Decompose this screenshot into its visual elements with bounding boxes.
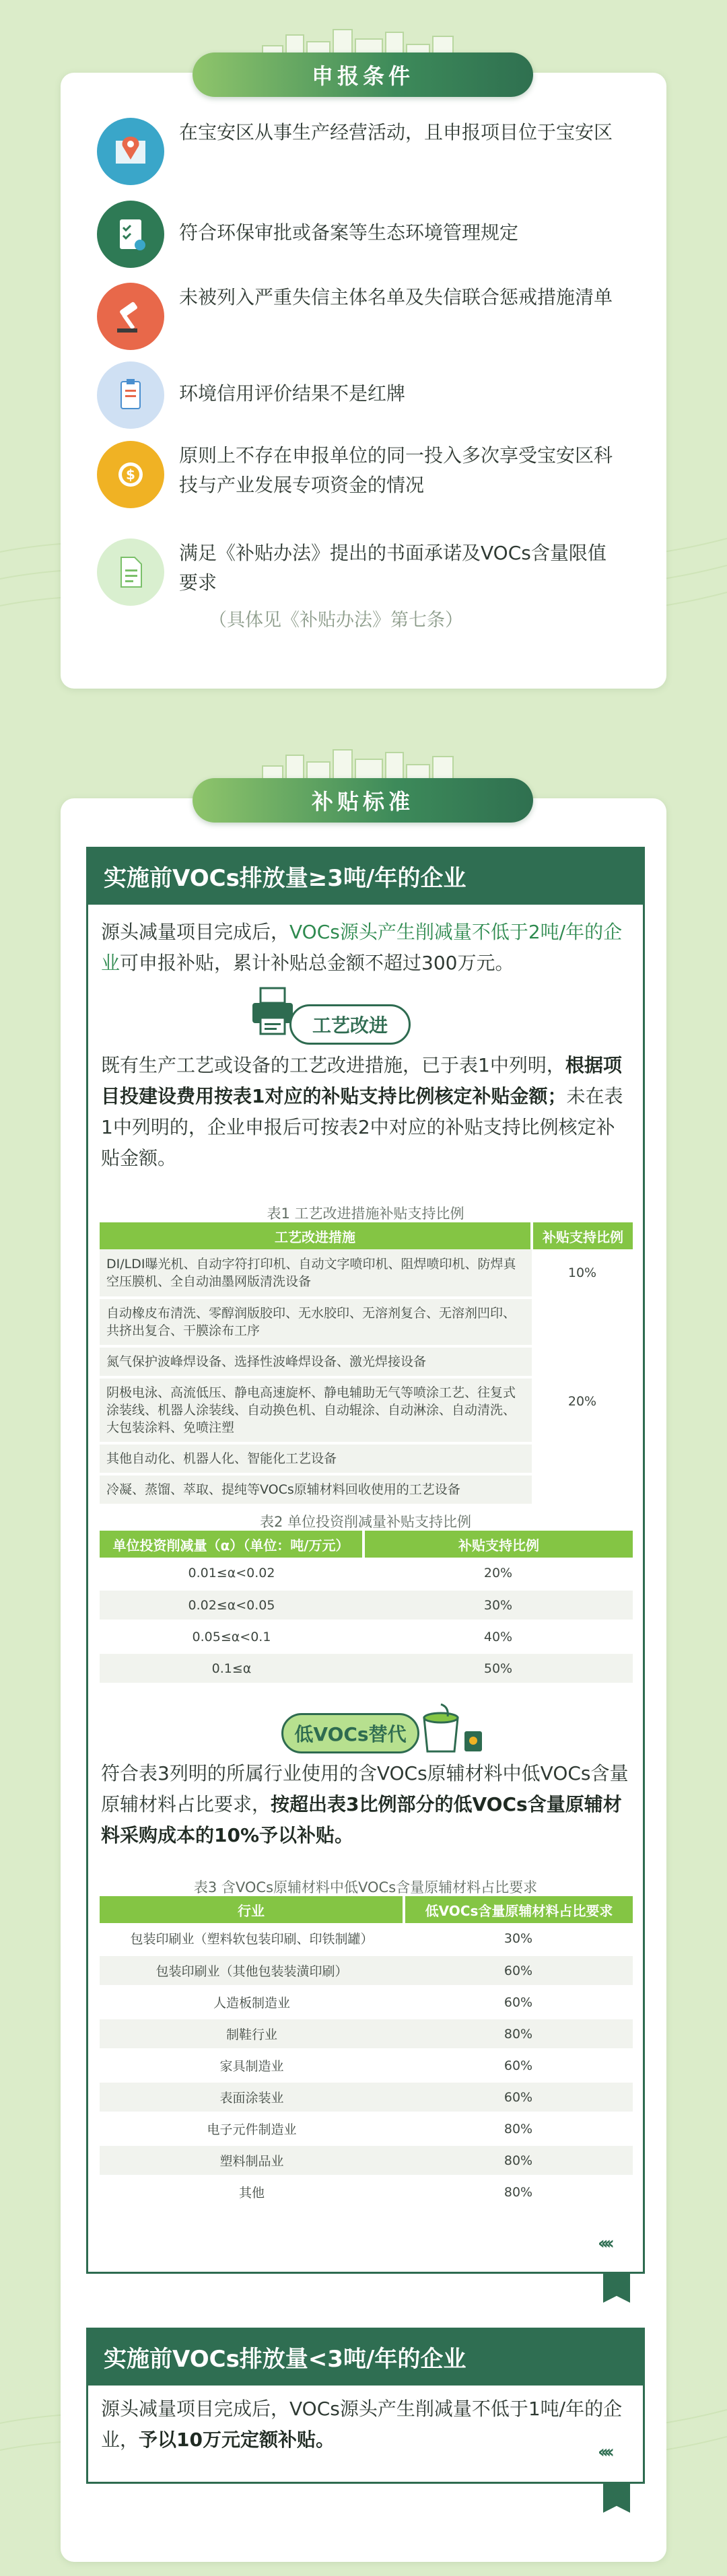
checklist-icon [97, 201, 164, 268]
table-row [100, 1298, 633, 1346]
paragraph-low-emission [101, 2394, 633, 2456]
table-cell: 60% [404, 2081, 633, 2113]
table-row [100, 2018, 633, 2050]
condition-item [97, 118, 617, 185]
table-row [100, 2081, 633, 2113]
table-cell: 家具制造业 [100, 2050, 404, 2081]
table1 [100, 1222, 633, 1506]
table-row [100, 2145, 633, 2176]
bold-text: 按超出表3比例部分的低VOCs含量原辅材料采购成本的10%予以补贴。 [101, 1793, 622, 1846]
table-cell-ratio: 20% [532, 1298, 633, 1505]
dollar-gear-icon [97, 441, 164, 508]
clipboard-icon [97, 361, 164, 429]
text-span: 未在表1中列明的，企业申报后可按表2中对应的补贴支持比例核定补贴金额。 [101, 1085, 623, 1169]
table3 [100, 1896, 633, 2209]
table2 [100, 1531, 633, 1685]
table-cell: 0.1≤α [100, 1652, 364, 1684]
table-cell: 自动橡皮布清洗、零醇润版胶印、无水胶印、无溶剂复合、无溶剂凹印、共挤出复合、干膜涂布工序 [100, 1298, 532, 1346]
condition-text: 满足《补贴办法》提出的书面承诺及VOCs含量限值要求 [179, 542, 607, 594]
highlight-text: VOCs源头产生削减量不低于2吨/年的企业 [101, 921, 623, 974]
table-row [100, 1621, 633, 1652]
text-span: 源头减量项目完成后，VOCs源头产生削减量不低于1吨/年的企业， [101, 2398, 623, 2451]
box-header: 实施前VOCs排放量<3吨/年的企业 [86, 2328, 645, 2386]
table-cell: 氮气保护波峰焊设备、选择性波峰焊设备、激光焊接设备 [100, 1346, 532, 1377]
bold-text: 予以10万元定额补贴。 [139, 2429, 335, 2451]
table-cell: 60% [404, 1955, 633, 1986]
table-cell: 人造板制造业 [100, 1986, 404, 2018]
table-header: 补贴支持比例 [532, 1222, 633, 1249]
paragraph-intro [101, 917, 633, 979]
condition-item [97, 201, 617, 268]
text-span: 既有生产工艺或设备的工艺改进措施，已于表1中列明， [101, 1054, 565, 1076]
text-span: 可申报补贴，累计补贴总金额不超过300万元。 [120, 952, 514, 974]
table-cell: DI/LDI曝光机、自动字符打印机、自动文字喷印机、阻焊喷印机、防焊真空压膜机、全自动油墨网版清洗设备 [100, 1249, 532, 1298]
table-row [100, 1652, 633, 1684]
table-header: 行业 [100, 1896, 404, 1923]
table-row [100, 2050, 633, 2081]
table-cell: 冷凝、蒸馏、萃取、提纯等VOCs原辅材料回收使用的工艺设备 [100, 1474, 532, 1505]
section-title-subsidy: 补贴标准 [193, 778, 533, 823]
table-cell: 电子元件制造业 [100, 2113, 404, 2145]
table-cell: 80% [404, 2145, 633, 2176]
table-cell: 60% [404, 1986, 633, 2018]
table-cell: 50% [364, 1652, 633, 1684]
paragraph-low-vocs [101, 1758, 633, 1851]
table-cell: 30% [404, 1923, 633, 1955]
box-header: 实施前VOCs排放量≥3吨/年的企业 [86, 847, 645, 905]
tag-process-improvement: 工艺改进 [289, 1004, 411, 1045]
condition-text: 原则上不存在申报单位的同一投入多次享受宝安区科技与产业发展专项资金的情况 [179, 444, 613, 496]
text-span: 源头减量项目完成后， [101, 921, 290, 943]
table-row [100, 2113, 633, 2145]
table-cell: 其他 [100, 2176, 404, 2208]
table1-caption: 表1 工艺改进措施补贴支持比例 [267, 1206, 464, 1222]
condition-item [97, 283, 617, 350]
table-cell: 制鞋行业 [100, 2018, 404, 2050]
table3-caption: 表3 含VOCs原辅材料中低VOCs含量原辅材料占比要求 [193, 1879, 538, 1895]
chevrons-left-icon: ‹‹‹‹ [598, 2233, 611, 2254]
condition-item [97, 538, 617, 606]
table-cell: 0.05≤α<0.1 [100, 1621, 364, 1652]
table-row [100, 1955, 633, 1986]
table-row [100, 1558, 633, 1589]
table-cell: 80% [404, 2018, 633, 2050]
svg-text:$: $ [126, 466, 135, 483]
table-cell: 其他自动化、机器人化、智能化工艺设备 [100, 1443, 532, 1474]
condition-note: （具体见《补贴办法》第七条） [209, 610, 463, 631]
table-header: 低VOCs含量原辅材料占比要求 [404, 1896, 633, 1923]
table-cell: 塑料制品业 [100, 2145, 404, 2176]
table-row [100, 2176, 633, 2208]
table-row [100, 1986, 633, 2018]
condition-item [97, 361, 617, 429]
table-header: 补贴支持比例 [364, 1531, 633, 1558]
table-cell: 80% [404, 2176, 633, 2208]
chevrons-left-icon: ‹‹‹‹ [598, 2442, 611, 2462]
table-cell: 包装印刷业（其他包装装潢印刷） [100, 1955, 404, 1986]
tag-low-vocs: 低VOCs替代 [281, 1713, 419, 1753]
paint-bucket-icon [417, 1698, 491, 1758]
table-cell: 0.02≤α<0.05 [100, 1589, 364, 1621]
table-cell: 40% [364, 1621, 633, 1652]
condition-text: 未被列入严重失信主体名单及失信联合惩戒措施清单 [179, 286, 613, 308]
table-row [100, 1923, 633, 1955]
text-span: 符合表3列明的所属行业使用的含VOCs原辅材料中低VOCs含量原辅材料占比要求， [101, 1762, 629, 1815]
condition-item [97, 441, 617, 508]
table-row [100, 1589, 633, 1621]
document-icon [97, 538, 164, 606]
table-cell: 阴极电泳、高流低压、静电高速旋杯、静电辅助无气等喷涂工艺、往复式涂装线、机器人涂装线、自动换色机、自动辊涂、自动淋涂、自动清洗、大包装涂料、免喷注塑 [100, 1377, 532, 1443]
gavel-icon [97, 283, 164, 350]
table-cell: 0.01≤α<0.02 [100, 1558, 364, 1589]
condition-text: 在宝安区从事生产经营活动，且申报项目位于宝安区 [179, 121, 613, 143]
paragraph-process [101, 1050, 633, 1174]
table-cell: 60% [404, 2050, 633, 2081]
condition-text: 符合环保审批或备案等生态环境管理规定 [179, 221, 519, 244]
table-cell: 表面涂装业 [100, 2081, 404, 2113]
table-cell: 30% [364, 1589, 633, 1621]
bold-text: 根据项目投建设费用按表1对应的补贴支持比例核定补贴金额； [101, 1054, 622, 1107]
table-row [100, 1249, 633, 1298]
section-title-conditions: 申报条件 [193, 53, 533, 97]
map-pin-icon [97, 118, 164, 185]
table-cell-ratio: 10% [532, 1249, 633, 1298]
table-cell: 包装印刷业（塑料软包装印刷、印铁制罐） [100, 1923, 404, 1955]
condition-text: 环境信用评价结果不是红牌 [179, 382, 406, 405]
table-cell: 20% [364, 1558, 633, 1589]
table-cell: 80% [404, 2113, 633, 2145]
table-header: 单位投资削减量（α）（单位：吨/万元） [100, 1531, 364, 1558]
table-header: 工艺改进措施 [100, 1222, 532, 1249]
table2-caption: 表2 单位投资削减量补贴支持比例 [259, 1514, 472, 1530]
